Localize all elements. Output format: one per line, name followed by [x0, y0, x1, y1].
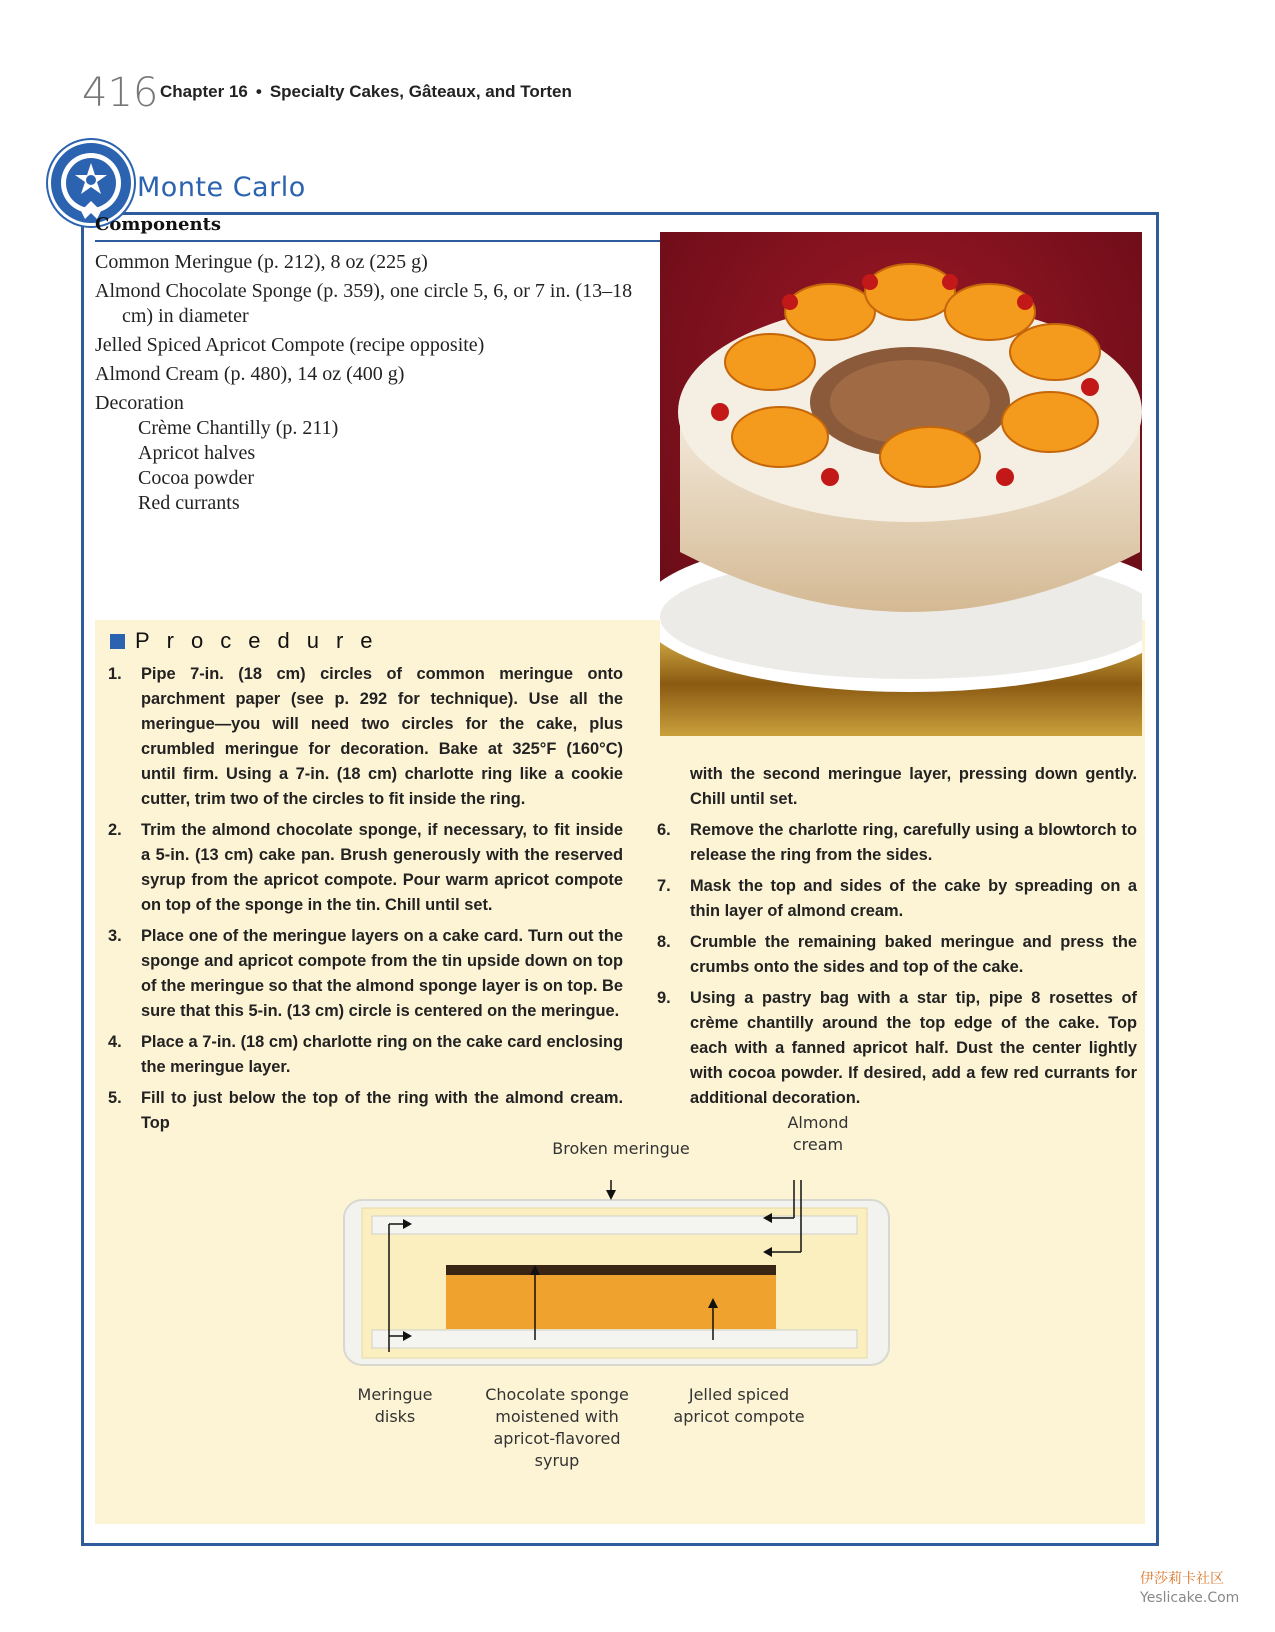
- label-almond-cream: Almond cream: [787, 1113, 849, 1154]
- procedure-step: [657, 874, 1137, 924]
- step-text: Fill to just below the top of the ring with the almond cream. Top: [141, 1089, 623, 1132]
- label-apricot-compote: Jelled spiced apricot compote: [673, 1385, 805, 1426]
- watermark-site: Yeslicake.Com: [1140, 1590, 1240, 1606]
- watermark-chinese: 伊莎莉卡社区: [1140, 1571, 1224, 1587]
- procedure-step: [108, 1030, 623, 1080]
- label-chocolate-sponge: Chocolate sponge moistened with apricot-flavored syrup: [485, 1385, 629, 1470]
- cake-cross-section-diagram: [340, 1180, 900, 1410]
- procedure-marker-icon: [110, 634, 125, 649]
- step-text: Place a 7-in. (18 cm) charlotte ring on the cake card enclosing the meringue layer.: [141, 1033, 623, 1076]
- procedure-column-right: [657, 762, 1137, 1117]
- step-number: 1.: [108, 665, 122, 683]
- component-item: Almond Cream (p. 480), 14 oz (400 g): [95, 363, 405, 385]
- apricot-compote-layer: [446, 1275, 776, 1329]
- procedure-step: [657, 818, 1137, 868]
- component-item: Almond Chocolate Sponge (p. 359), one circle 5, 6, or 7 in. (13–18 cm) in diameter: [95, 280, 633, 327]
- decoration-item: Apricot halves: [138, 442, 256, 464]
- step-text: Remove the charlotte ring, carefully using a blowtorch to release the ring from the sides.: [690, 821, 1137, 864]
- component-item: Jelled Spiced Apricot Compote (recipe opposite): [95, 334, 485, 356]
- procedure-step-continuation: with the second meringue layer, pressing down gently. Chill until set.: [690, 765, 1137, 808]
- step-number: 9.: [657, 989, 671, 1007]
- procedure-heading-text: Procedure: [135, 628, 390, 653]
- running-head: [160, 82, 572, 102]
- procedure-step: [657, 986, 1137, 1111]
- procedure-heading: [110, 628, 390, 654]
- cake-photo: [660, 232, 1142, 736]
- bottom-meringue-disk: [372, 1330, 857, 1348]
- decoration-item: Crème Chantilly (p. 211): [138, 417, 339, 439]
- step-number: 2.: [108, 821, 122, 839]
- procedure-step: [108, 924, 623, 1024]
- step-text: Place one of the meringue layers on a cake card. Turn out the sponge and apricot compote from the tin upside down on top of the meringue so that the almond sponge layer is on top. Be sure that this 5-in. (13 cm) circle is centered on the meringue.: [141, 927, 623, 1020]
- component-item: Common Meringue (p. 212), 8 oz (225 g): [95, 251, 428, 273]
- procedure-step: [657, 930, 1137, 980]
- step-text: Crumble the remaining baked meringue and press the crumbs onto the sides and top of the cake.: [690, 933, 1137, 976]
- chapter-label: Chapter 16: [160, 82, 248, 101]
- procedure-step: [108, 662, 623, 812]
- step-text: Mask the top and sides of the cake by spreading on a thin layer of almond cream.: [690, 877, 1137, 920]
- recipe-title: Monte Carlo: [137, 172, 306, 203]
- step-text: Trim the almond chocolate sponge, if necessary, to fit inside a 5-in. (13 cm) cake pan. Brush generously with the reserved syrup from the apricot compote. Pour warm apricot compote on top of the sponge in the tin. Chill until set.: [141, 821, 623, 914]
- chocolate-sponge-layer: [446, 1265, 776, 1275]
- page-number: 416: [82, 70, 159, 116]
- decoration-item: Red currants: [138, 492, 240, 514]
- chapter-title: Specialty Cakes, Gâteaux, and Torten: [269, 82, 572, 101]
- procedure-column-left: [108, 662, 623, 1142]
- step-number: 5.: [108, 1089, 122, 1107]
- separator: •: [255, 82, 262, 101]
- label-broken-meringue: Broken meringue: [552, 1139, 690, 1158]
- procedure-step: [108, 818, 623, 918]
- components-heading: Components: [95, 214, 222, 235]
- procedure-step: [108, 1086, 623, 1136]
- step-number: 4.: [108, 1033, 122, 1051]
- step-number: 7.: [657, 877, 671, 895]
- step-number: 8.: [657, 933, 671, 951]
- step-text: Using a pastry bag with a star tip, pipe 8 rosettes of crème chantilly around the top edge of the cake. Top each with a fanned apricot half. Dust the center lightly with cocoa powder. If desired, add a few red currants for additional decoration.: [690, 989, 1137, 1107]
- step-number: 6.: [657, 821, 671, 839]
- step-number: 3.: [108, 927, 122, 945]
- components-list: [95, 250, 635, 516]
- decoration-heading: Decoration: [95, 392, 184, 414]
- decoration-item: Cocoa powder: [138, 467, 255, 489]
- components-rule: [95, 240, 660, 242]
- step-text: Pipe 7-in. (18 cm) circles of common meringue onto parchment paper (see p. 292 for technique). Use all the meringue—you will need two circles for the cake, plus crumbled meringue for decoration. Bake at 325°F (160°C) until firm. Using a 7-in. (18 cm) charlotte ring like a cookie cutter, trim two of the circles to fit inside the ring.: [141, 665, 623, 808]
- label-meringue-disks: Meringue disks: [357, 1385, 433, 1426]
